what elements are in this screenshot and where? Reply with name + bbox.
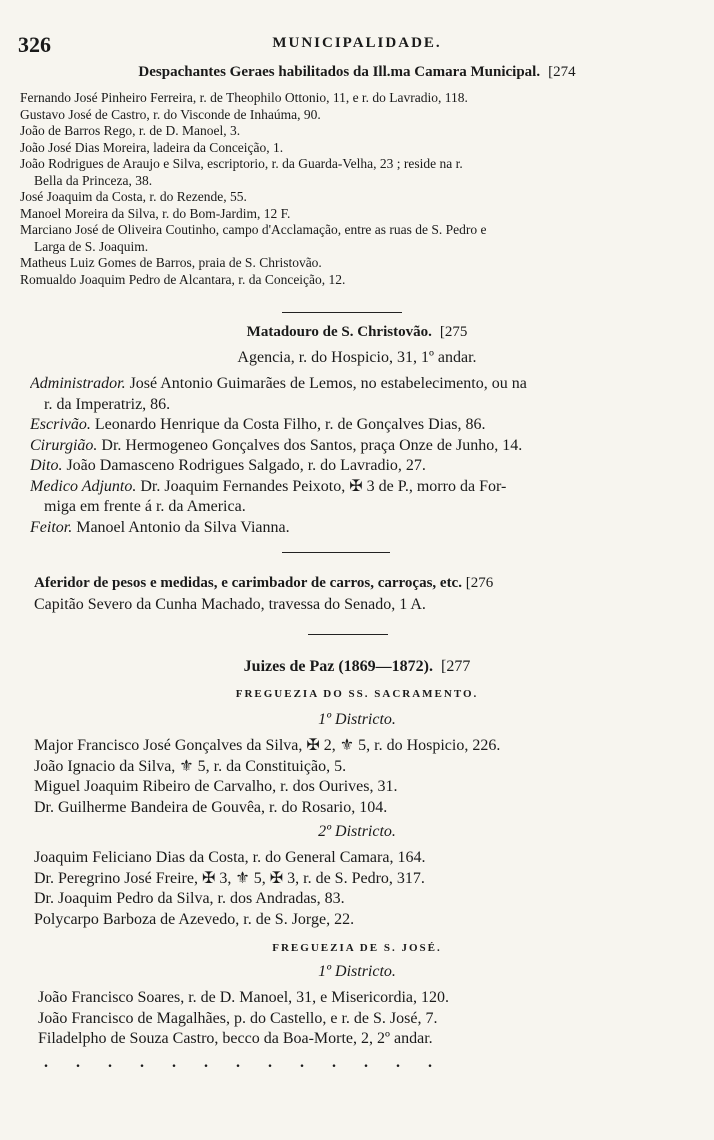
list-item: Joaquim Feliciano Dias da Costa, r. do General Camara, 164. [34, 849, 426, 866]
list-item: Dr. Peregrino José Freire, ✠ 3, ⚜ 5, ✠ 3, r. de S. Pedro, 317. [34, 869, 425, 887]
districto-2-label: 2º Districto. [318, 823, 396, 840]
districto-3-label: 1º Districto. [318, 963, 396, 980]
section-277-ref: [277 [440, 658, 471, 675]
list-item: Major Francisco José Gonçalves da Silva, ✠ 2, ⚜ 5, r. do Hospicio, 226. [34, 737, 501, 754]
list-item-continuation: miga em frente á r. da America. [44, 498, 246, 515]
list-item: João de Barros Rego, r. de D. Manoel, 3. [20, 123, 241, 138]
list-item: Dr. Joaquim Pedro da Silva, r. dos Andradas, 83. [34, 890, 345, 907]
freguezia-sao-jose: FREGUEZIA DE S. JOSÉ. [272, 942, 442, 954]
list-item-continuation: Larga de S. Joaquim. [34, 238, 149, 254]
list-item: Miguel Joaquim Ribeiro de Carvalho, r. dos Ourives, 31. [34, 778, 398, 795]
list-item: Polycarpo Barboza de Azevedo, r. de S. Jorge, 22. [34, 910, 355, 928]
divider [282, 552, 390, 553]
districto-3-list [38, 988, 694, 1050]
page-header [18, 32, 696, 58]
list-item: Romualdo Joaquim Pedro de Alcantara, r. da Conceição, 12. [20, 271, 346, 287]
list-item: Fernando José Pinheiro Ferreira, r. de Theophilo Ottonio, 11, e r. do Lavradio, 118. [20, 90, 468, 105]
list-item: João Francisco Soares, r. de D. Manoel, 31, e Misericordia, 120. [38, 989, 450, 1006]
section-275-heading: Matadouro de S. Christovão. [246, 324, 432, 340]
districto-1-label: 1º Districto. [318, 711, 396, 728]
section-276-line: Capitão Severo da Cunha Machado, travessa do Senado, 1 A. [34, 596, 426, 613]
list-item: Marciano José de Oliveira Coutinho, campo d'Acclamação, entre as ruas de S. Pedro e [20, 222, 487, 237]
section-277-heading: Juizes de Paz (1869—1872). [243, 658, 433, 675]
section-274-title [0, 64, 714, 81]
list-item: Dr. Guilherme Bandeira de Gouvêa, r. do Rosario, 104. [34, 798, 388, 816]
districto-1-list [34, 736, 694, 818]
list-item: João Rodrigues de Araujo e Silva, escriptorio, r. da Guarda-Velha, 23 ; reside na r. [20, 156, 463, 171]
list-item: Medico Adjunto. Dr. Joaquim Fernandes Peixoto, ✠ 3 de P., morro da For- [30, 477, 507, 495]
list-item: João Ignacio da Silva, ⚜ 5, r. da Constituição, 5. [34, 757, 347, 775]
list-item: Feitor. Manoel Antonio da Silva Vianna. [30, 518, 290, 536]
list-item-continuation: r. da Imperatriz, 86. [44, 395, 171, 413]
section-275-ref: [275 [439, 324, 468, 340]
section-275-list [30, 374, 694, 538]
list-item-continuation: Bella da Princeza, 38. [34, 172, 153, 188]
list-item: João José Dias Moreira, ladeira da Conceição, 1. [20, 139, 284, 155]
section-274-list [20, 90, 694, 288]
list-item: Cirurgião. Dr. Hermogeneo Gonçalves dos Santos, praça Onze de Junho, 14. [30, 436, 523, 454]
section-275-title [0, 324, 714, 341]
list-item: Administrador. José Antonio Guimarães de Lemos, no estabelecimento, ou na [30, 375, 527, 392]
list-item: João Francisco de Magalhães, p. do Castello, e r. de S. José, 7. [38, 1009, 438, 1027]
freguezia-sacramento: FREGUEZIA DO SS. SACRAMENTO. [235, 688, 479, 700]
section-276 [34, 572, 694, 616]
section-274-ref: [274 [548, 64, 576, 80]
list-item: Dito. João Damasceno Rodrigues Salgado, r. do Lavradio, 27. [30, 457, 426, 474]
list-item: Manoel Moreira da Silva, r. do Bom-Jardim, 12 F. [20, 205, 291, 221]
list-item: Escrivão. Leonardo Henrique da Costa Filho, r. de Gonçalves Dias, 86. [30, 416, 486, 433]
list-item: Matheus Luiz Gomes de Barros, praia de S. Christovão. [20, 255, 322, 270]
page-number: 326 [18, 32, 51, 57]
section-276-ref: [276 [465, 575, 494, 591]
list-item: Filadelpho de Souza Castro, becco da Boa-Morte, 2, 2º andar. [38, 1030, 433, 1047]
districto-2-list [34, 848, 694, 930]
list-item: Gustavo José de Castro, r. do Visconde de Inhaúma, 90. [20, 106, 321, 122]
section-275-agencia: Agencia, r. do Hospicio, 31, 1º andar. [237, 349, 477, 366]
running-head: MUNICIPALIDADE. [272, 35, 442, 51]
section-277-title [0, 658, 714, 676]
section-276-title: Aferidor de pesos e medidas, e carimbador de carros, carroças, etc. [276 [34, 575, 494, 591]
section-274-heading: Despachantes Geraes habilitados da Ill.ma Camara Municipal. [138, 64, 541, 80]
divider [308, 634, 388, 635]
trailing-dots: . . . . . . . . . . . . . [44, 1054, 444, 1071]
list-item: José Joaquim da Costa, r. do Rezende, 55. [20, 189, 247, 204]
divider [282, 312, 402, 313]
